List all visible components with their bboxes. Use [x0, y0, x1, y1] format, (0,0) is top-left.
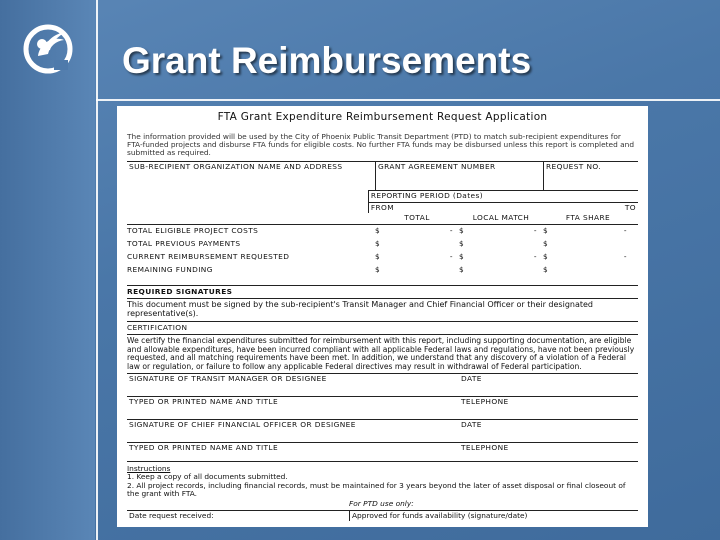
- reimbursement-form-document: [117, 106, 648, 527]
- table-row: TOTAL PREVIOUS PAYMENTS $ $ $: [127, 238, 549, 248]
- horizontal-divider: [96, 99, 720, 101]
- table-row: CURRENT REIMBURSEMENT REQUESTED $ - $ - $ -: [127, 251, 627, 261]
- vertical-divider: [96, 0, 98, 540]
- signature-row: SIGNATURE OF CHIEF FINANCIAL OFFICER OR DESIGNEE DATE: [127, 419, 638, 442]
- required-signatures-section: [127, 285, 638, 321]
- request-no-field-label: REQUEST NO.: [543, 162, 638, 190]
- table-row: REMAINING FUNDING $ $ $: [127, 264, 549, 274]
- signature-row: TYPED OR PRINTED NAME AND TITLE TELEPHONE: [127, 396, 638, 419]
- ptd-use-row: [127, 510, 638, 521]
- to-label: TO: [624, 202, 636, 212]
- phoenix-bird-icon: [20, 20, 76, 76]
- column-header-total: TOTAL: [404, 212, 430, 222]
- instructions-heading: Instructions: [127, 464, 171, 474]
- date-received-label: Date request received:: [129, 511, 214, 521]
- reporting-period-block: [127, 190, 638, 213]
- list-item: 2. All project records, including financial records, must be maintained for 3 years beyond the later of asset disposal or final closeout of the grant with FTA.: [127, 480, 626, 498]
- ptd-use-label: For PTD use only:: [349, 499, 414, 509]
- column-header-fta-share: FTA SHARE: [565, 212, 611, 222]
- list-item: 1. Keep a copy of all documents submitted.: [127, 472, 288, 482]
- column-header-local-match: LOCAL MATCH: [472, 212, 530, 222]
- form-intro: The information provided will be used by the City of Phoenix Public Transit Department (PTD) to match sub-recipient expenditures for FTA-funded projects and disburse FTA funds for eligible costs. No further FTA funds may be disbursed unless this report is completed and submitted as required.: [127, 131, 635, 158]
- slide-title: Grant Reimbursements: [122, 40, 532, 81]
- certification-text: We certify the financial expenditures submitted for reimbursement with this report, including supporting documentation, are eligible and allowable expenditures, have been incurred compliant with all applicable Federal laws and regulations, have not been previously requested, and all matching requirements have been met. In addition, we understand that any discovery of a violation of a Federal law or regulation, or failure to follow any applicable Federal directives may result in withdrawal of Federal participation.: [127, 334, 638, 371]
- certification-heading: CERTIFICATION: [127, 322, 188, 332]
- certification-section: [127, 321, 638, 373]
- left-sidebar-band: [0, 0, 95, 540]
- reporting-period-label: REPORTING PERIOD (Dates): [370, 190, 484, 200]
- agreement-number-field-label: GRANT AGREEMENT NUMBER: [375, 162, 543, 190]
- amount-column-headers: [127, 213, 638, 224]
- table-row: TOTAL ELIGIBLE PROJECT COSTS $ - $ - $ -: [127, 224, 638, 238]
- header-fields-row: [127, 161, 638, 190]
- signature-row: SIGNATURE OF TRANSIT MANAGER OR DESIGNEE DATE: [127, 373, 638, 396]
- required-signatures-heading: REQUIRED SIGNATURES: [127, 286, 233, 296]
- organization-field-label: SUB-RECIPIENT ORGANIZATION NAME AND ADDRESS: [129, 161, 343, 171]
- instructions-section: [127, 461, 638, 500]
- approval-label: Approved for funds availability (signature/date): [349, 511, 638, 521]
- form-title: FTA Grant Expenditure Reimbursement Request Application: [217, 111, 548, 123]
- from-label: FROM: [370, 202, 395, 212]
- required-signatures-text: This document must be signed by the sub-recipient's Transit Manager and Chief Financial Officer or their designated representative(s).: [127, 298, 638, 319]
- signature-row: TYPED OR PRINTED NAME AND TITLE TELEPHONE: [127, 442, 638, 461]
